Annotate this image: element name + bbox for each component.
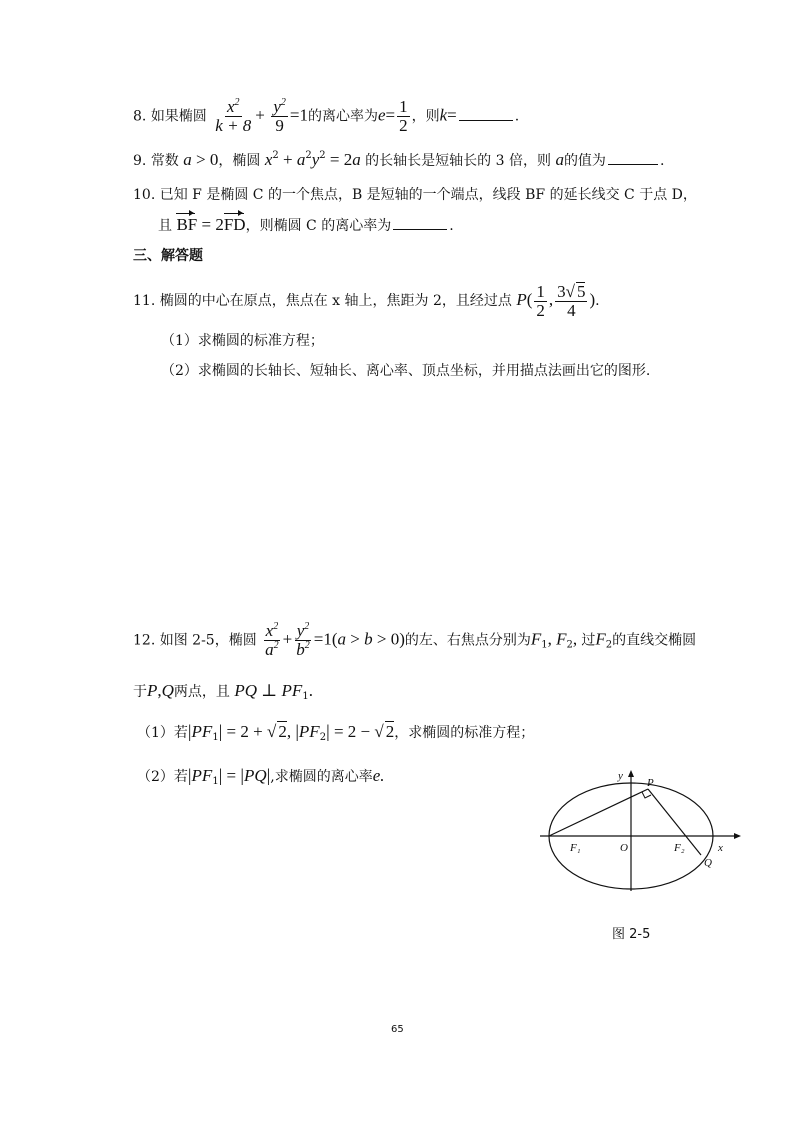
- question-8-text: 如果椭圆: [150, 108, 207, 125]
- question-9-text: 的值为: [563, 153, 606, 169]
- question-10-text: .: [449, 218, 454, 234]
- question-12-text: ,求椭圆的离心率: [270, 769, 373, 785]
- question-12-text: 如图 2-5，椭圆: [159, 632, 257, 649]
- fraction: $\frac{3√ 5}{4}$: [557, 282, 586, 320]
- question-9-text: ，椭圆: [218, 153, 261, 169]
- question-12-text: （1）若: [137, 725, 188, 741]
- question-12-text: 两点，且: [173, 684, 230, 700]
- question-11-part-2: （2）求椭圆的长轴长、短轴长、离心率、顶点坐标，并用描点法画出它的图形.: [161, 363, 651, 379]
- question-10-text: 已知 F 是椭圆 C 的一个焦点，B 是短轴的一个端点，线段 BF 的延长线交 C 于点 D，: [159, 187, 697, 203]
- question-12-text: （2）若: [137, 769, 188, 785]
- question-10-text: 且: [158, 218, 172, 234]
- question-9: 9. 常数 a > 0，椭圆 $x^2 + a^2y^2 = 2a$ 的长轴长是短轴长的 3 倍，则 a的值为 .: [133, 150, 665, 169]
- label-x: x: [718, 842, 723, 854]
- segment-f1-p: [549, 789, 648, 836]
- question-9-text: .: [659, 153, 665, 169]
- answer-blank[interactable]: [459, 119, 513, 121]
- ellipse-figure: [538, 765, 743, 895]
- question-11-text: .: [595, 293, 600, 309]
- label-f2: F₂: [674, 842, 685, 854]
- fraction: $\frac{y^2}{9}$: [273, 97, 286, 135]
- question-12-text: 的直线交椭圆: [612, 632, 697, 649]
- section-heading: 三、解答题: [133, 248, 203, 264]
- question-12-text: 的左、右焦点分别为: [404, 632, 531, 649]
- question-12-number: 12.: [133, 632, 156, 649]
- question-8-text: ，则: [411, 108, 440, 125]
- question-9-number: 9.: [133, 153, 147, 169]
- question-12-text: ，求椭圆的标准方程；: [394, 725, 535, 741]
- right-angle-mark: [642, 792, 651, 798]
- question-12-text: 于: [133, 684, 147, 700]
- question-10-text: ，则椭圆 C 的离心率为: [245, 218, 392, 234]
- question-11: 11. 椭圆的中心在原点，焦点在 x 轴上，焦距为 2，且经过点 P( $\frac{1}{2}$ , $\frac{3√ 5}{4}$ ).: [133, 281, 600, 320]
- question-10-number: 10.: [133, 187, 156, 203]
- y-axis-arrow: [628, 770, 634, 777]
- question-11-part-1: （1）求椭圆的标准方程；: [161, 333, 324, 349]
- question-10-line-1: [133, 184, 697, 204]
- question-12-line-2: 于P,Q两点，且 PQ ⊥ $PF_1$.: [133, 681, 313, 702]
- question-12-part-2: （2）若$|PF_1| = |PQ|$,求椭圆的离心率e.: [137, 765, 385, 787]
- label-q: Q: [704, 857, 712, 869]
- fraction: $\frac{y^2}{b^2}$: [296, 621, 310, 659]
- fraction: $\frac{x^2}{k + 8}$: [215, 97, 252, 135]
- page-number: 65: [391, 1024, 404, 1035]
- fraction: $\frac{1}{2}$: [536, 281, 545, 320]
- label-p: P: [647, 777, 654, 789]
- question-12: 12. 如图 2-5，椭圆 $\frac{x^2}{a^2}$ + $\frac{y^2}{b^2}$ =1(a > b > 0)的左、右焦点分别为$F_1$, $F_2$, 过$F_2$的直线交椭圆: [133, 621, 697, 659]
- question-12-text: e.: [372, 766, 385, 785]
- question-8-text: .: [514, 108, 520, 125]
- question-11-number: 11.: [133, 293, 156, 309]
- fraction: $\frac{x^2}{a^2}$: [265, 621, 279, 659]
- question-10-line-2: 且 BF = 2FD，则椭圆 C 的离心率为 .: [158, 215, 454, 234]
- question-8-number: 8.: [133, 108, 147, 125]
- label-f1: F₁: [570, 842, 581, 854]
- question-12-part-1: （1）若$|PF_1| = 2$ + √ 2, $|PF_2| = 2$ − √ 2，求椭圆的标准方程；: [137, 721, 535, 743]
- answer-blank[interactable]: [608, 163, 658, 165]
- fraction: $\frac{1}{2}$: [399, 97, 408, 135]
- label-o: O: [620, 842, 628, 854]
- question-8: 8. 如果椭圆 $\frac{x^2}{k + 8}$ + $\frac{y^2}{9}$ =1的离心率为e= $\frac{1}{2}$ ，则k= .: [133, 97, 520, 135]
- question-9-text: 的长轴长是短轴长的 3 倍，则: [365, 153, 551, 169]
- figure-caption: 图 2-5: [612, 927, 651, 942]
- x-axis-arrow: [734, 833, 741, 839]
- question-11-text: 椭圆的中心在原点，焦点在 x 轴上，焦距为 2，且经过点: [159, 293, 512, 309]
- question-8-text: 的离心率为: [307, 108, 378, 125]
- answer-blank[interactable]: [393, 228, 447, 230]
- question-9-text: 常数: [150, 153, 179, 169]
- question-12-text: 过: [581, 632, 596, 649]
- label-y: y: [618, 770, 623, 782]
